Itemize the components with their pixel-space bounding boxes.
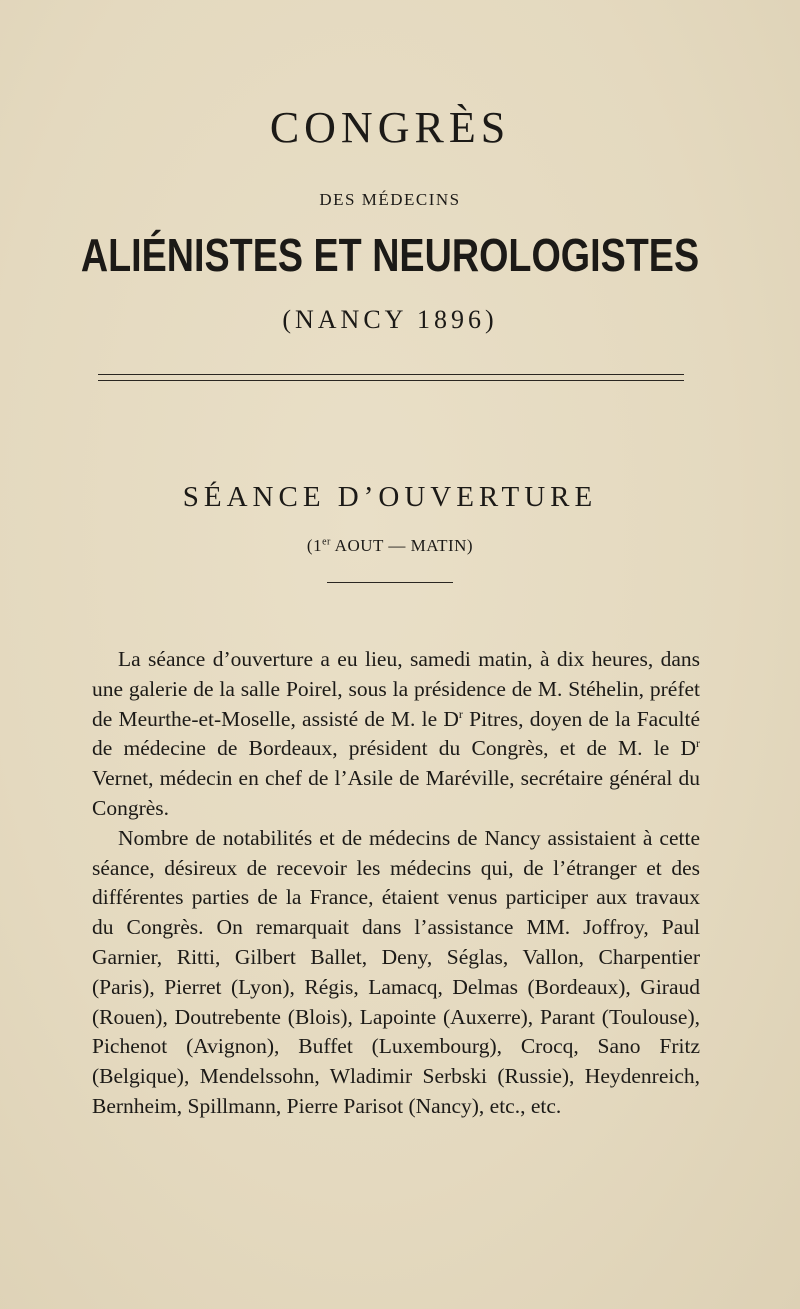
paragraph-1-part-a: La séance d’ouverture a eu lieu, samedi matin, à dix heures, dans une galerie de la salle Poirel, sous la présidence de M. Stéhelin, préfet de Meurthe-et-Moselle, assisté de M. le D <box>92 647 700 731</box>
paragraph-1 <box>92 645 700 824</box>
heading-nancy-1896: (NANCY 1896) <box>282 305 498 334</box>
double-rule-bottom <box>98 380 684 381</box>
date-rest: AOUT — MATIN) <box>330 536 474 555</box>
paragraph-1-part-b: Pitres, doyen de la Faculté de médecine de Bordeaux, président du Congrès, et de M. le D <box>92 706 700 761</box>
superscript-r-1: r <box>458 706 463 721</box>
section-rule <box>327 582 453 583</box>
paragraph-1-part-c: Vernet, médecin en chef de l’Asile de Maréville, secrétaire général du Congrès. <box>92 766 700 820</box>
section-title: SÉANCE D’OUVERTURE <box>182 481 598 513</box>
date-number: 1 <box>313 536 323 555</box>
heading-congres: CONGRÈS <box>269 103 511 152</box>
paragraph-2: Nombre de notabilités et de médecins de Nancy assistaient à cette séance, désireux de recevoir les médecins qui, de l’étranger et des différentes parties de la France, étaient venus participer aux travaux du Congrès. On remarquait dans l’assistance MM. Joffroy, Paul Garnier, Ritti, Gilbert Ballet, Deny, Séglas, Vallon, Charpentier (Paris), Pierret (Lyon), Régis, Lamacq, Delmas (Bordeaux), Giraud (Rouen), Doutrebente (Blois), Lapointe (Auxerre), Parant (Toulouse), Pichenot (Avignon), Buffet (Luxembourg), Crocq, Sano Fritz (Belgique), Mendelssohn, Wladimir Serbski (Russie), Heydenreich, Bernheim, Spillmann, Pierre Parisot (Nancy), etc., etc. <box>92 825 700 1118</box>
body-text <box>92 645 700 1122</box>
heading-des-medecins: DES MÉDECINS <box>319 190 461 209</box>
section-date: (1er AOUT — MATIN) <box>306 536 474 555</box>
date-superscript: er <box>322 536 331 548</box>
double-rule-top <box>98 374 684 375</box>
superscript-r-2: r <box>696 736 700 751</box>
heading-alienistes-neurologistes: ALIÉNISTES ET NEUROLOGISTES <box>80 229 700 281</box>
